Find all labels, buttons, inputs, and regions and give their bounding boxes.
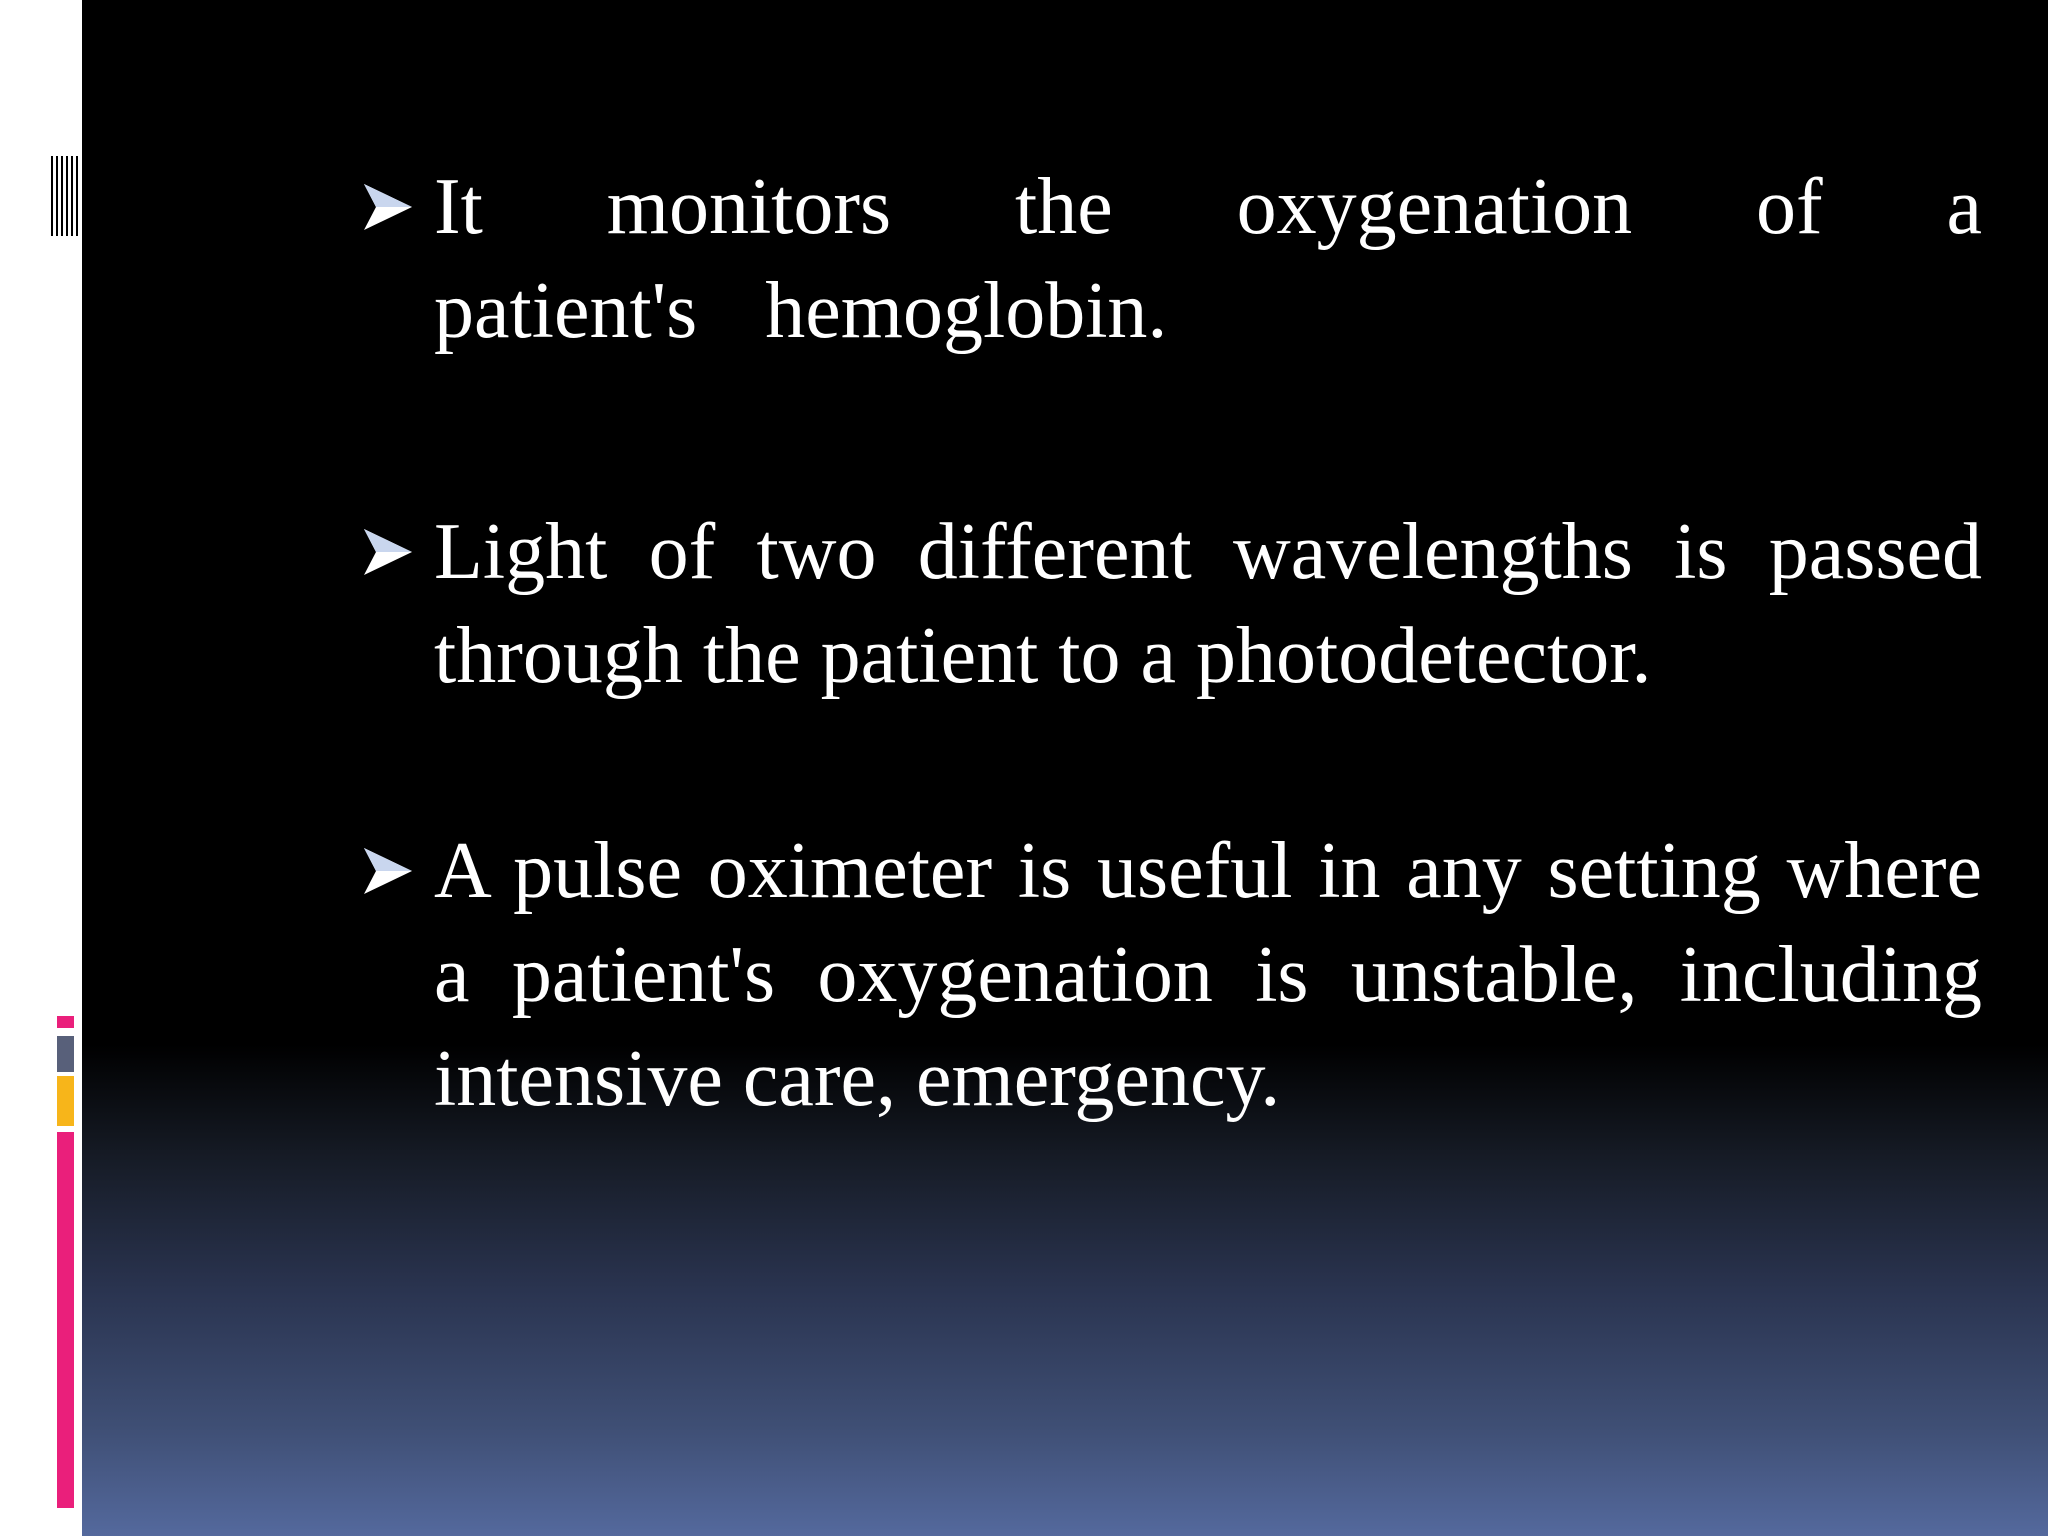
bullet-item: [362, 819, 1982, 1131]
bullet-item: [362, 155, 1982, 363]
bullet-text: Light of two different wavelengths is passed through the patient to a photodetector.: [434, 508, 1982, 700]
decorative-stripes: [48, 156, 81, 236]
accent-bar-yellow: [57, 1076, 74, 1126]
bullet-text: A pulse oximeter is useful in any setting where a patient's oxygenation is unstable, including intensive care, emergency.: [434, 827, 1982, 1123]
arrow-bullet-icon: [362, 500, 434, 604]
accent-bar-pink-top: [57, 1016, 74, 1028]
bullet-item: [362, 500, 1982, 708]
accent-bar-gray: [57, 1036, 74, 1072]
accent-bar-pink: [57, 1132, 74, 1508]
bullet-list: [362, 155, 1982, 1131]
arrow-bullet-icon: [362, 155, 434, 259]
bullet-text: It monitors the oxygenation of a patient's hemoglobin.: [434, 163, 1982, 355]
arrow-bullet-icon: [362, 819, 434, 923]
